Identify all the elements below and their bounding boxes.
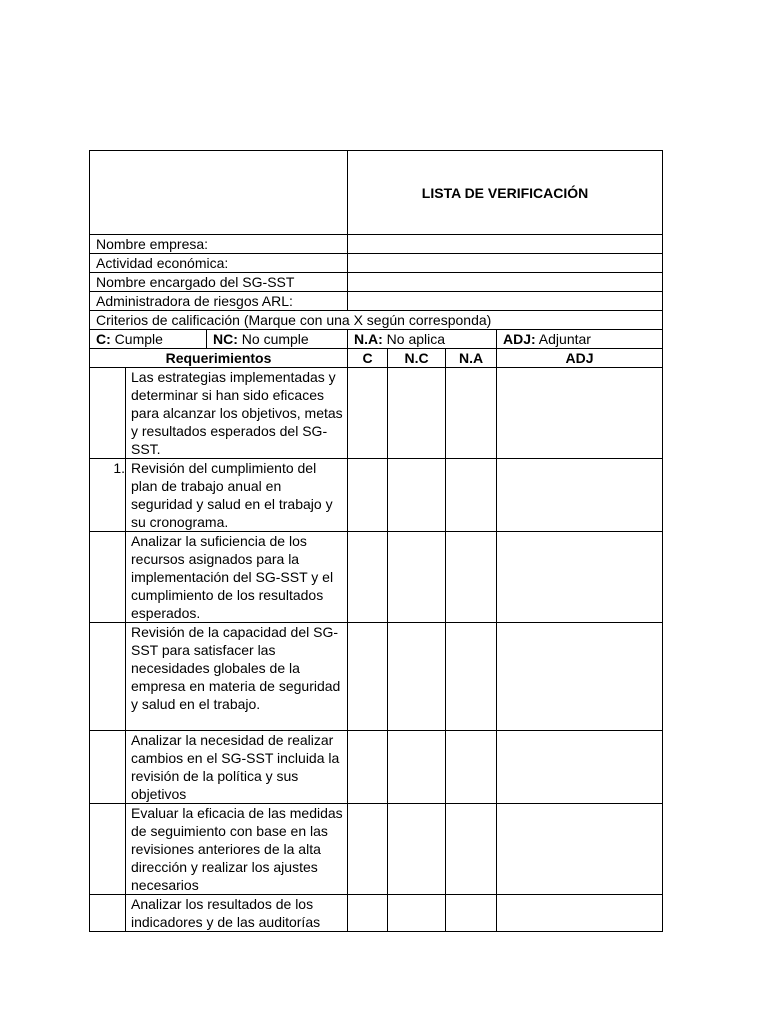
legend-nc: NC: No cumple <box>207 330 348 349</box>
cell-na[interactable] <box>446 804 497 895</box>
cell-adj[interactable] <box>497 895 663 932</box>
criteria-label: Criterios de calificación (Marque con una X según corresponda) <box>90 311 663 330</box>
cell-nc[interactable] <box>388 459 446 532</box>
field-value-empresa[interactable] <box>348 235 663 254</box>
table-row <box>90 804 663 895</box>
requirement-text: Las estrategias implementadas y determinar si han sido eficaces para alcanzar los objetivos, metas y resultados esperados del SG-SST. <box>126 368 348 459</box>
table-row <box>90 459 663 532</box>
row-number <box>90 895 126 932</box>
field-label-empresa: Nombre empresa: <box>90 235 348 254</box>
column-header-na: N.A <box>446 349 497 368</box>
row-number <box>90 731 126 804</box>
cell-adj[interactable] <box>497 368 663 459</box>
cell-na[interactable] <box>446 731 497 804</box>
column-header-adj: ADJ <box>497 349 663 368</box>
cell-c[interactable] <box>348 532 388 623</box>
requirement-text: Analizar la necesidad de realizar cambios en el SG-SST incluida la revisión de la política y sus objetivos <box>126 731 348 804</box>
cell-na[interactable] <box>446 459 497 532</box>
row-number <box>90 623 126 731</box>
requirement-text: Evaluar la eficacia de las medidas de seguimiento con base en las revisiones anteriores de la alta dirección y realizar los ajustes necesarios <box>126 804 348 895</box>
cell-nc[interactable] <box>388 804 446 895</box>
cell-adj[interactable] <box>497 804 663 895</box>
field-value-actividad[interactable] <box>348 254 663 273</box>
cell-adj[interactable] <box>497 731 663 804</box>
cell-c[interactable] <box>348 459 388 532</box>
field-label-arl: Administradora de riesgos ARL: <box>90 292 348 311</box>
row-number <box>90 804 126 895</box>
cell-na[interactable] <box>446 368 497 459</box>
cell-c[interactable] <box>348 731 388 804</box>
cell-na[interactable] <box>446 532 497 623</box>
row-number <box>90 368 126 459</box>
field-value-encargado[interactable] <box>348 273 663 292</box>
column-header-c: C <box>348 349 388 368</box>
cell-nc[interactable] <box>388 532 446 623</box>
table-row <box>90 532 663 623</box>
requirement-text: Revisión del cumplimiento del plan de trabajo anual en seguridad y salud en el trabajo y su cronograma. <box>126 459 348 532</box>
cell-nc[interactable] <box>388 368 446 459</box>
requirement-text: Analizar los resultados de los indicadores y de las auditorías <box>126 895 348 932</box>
cell-na[interactable] <box>446 623 497 731</box>
legend-c: C: Cumple <box>90 330 207 349</box>
checklist-table <box>89 150 663 932</box>
legend-na: N.A: No aplica <box>348 330 497 349</box>
cell-c[interactable] <box>348 895 388 932</box>
requirement-text: Revisión de la capacidad del SG-SST para satisfacer las necesidades globales de la empresa en materia de seguridad y salud en el trabajo. <box>126 623 348 731</box>
cell-c[interactable] <box>348 368 388 459</box>
cell-adj[interactable] <box>497 532 663 623</box>
table-row <box>90 623 663 731</box>
cell-c[interactable] <box>348 804 388 895</box>
cell-nc[interactable] <box>388 623 446 731</box>
cell-na[interactable] <box>446 895 497 932</box>
legend-adj: ADJ: Adjuntar <box>497 330 663 349</box>
column-header-nc: N.C <box>388 349 446 368</box>
column-header-requerimientos: Requerimientos <box>90 349 348 368</box>
table-row <box>90 895 663 932</box>
cell-nc[interactable] <box>388 895 446 932</box>
cell-adj[interactable] <box>497 623 663 731</box>
field-label-encargado: Nombre encargado del SG-SST <box>90 273 348 292</box>
cell-adj[interactable] <box>497 459 663 532</box>
requirement-text: Analizar la suficiencia de los recursos asignados para la implementación del SG-SST y el cumplimiento de los resultados esperados. <box>126 532 348 623</box>
row-number: 1. <box>90 459 126 532</box>
cell-c[interactable] <box>348 623 388 731</box>
form-title: LISTA DE VERIFICACIÓN <box>348 151 663 235</box>
logo-cell <box>90 151 348 235</box>
row-number <box>90 532 126 623</box>
field-value-arl[interactable] <box>348 292 663 311</box>
field-label-actividad: Actividad económica: <box>90 254 348 273</box>
table-row <box>90 731 663 804</box>
table-row <box>90 368 663 459</box>
cell-nc[interactable] <box>388 731 446 804</box>
